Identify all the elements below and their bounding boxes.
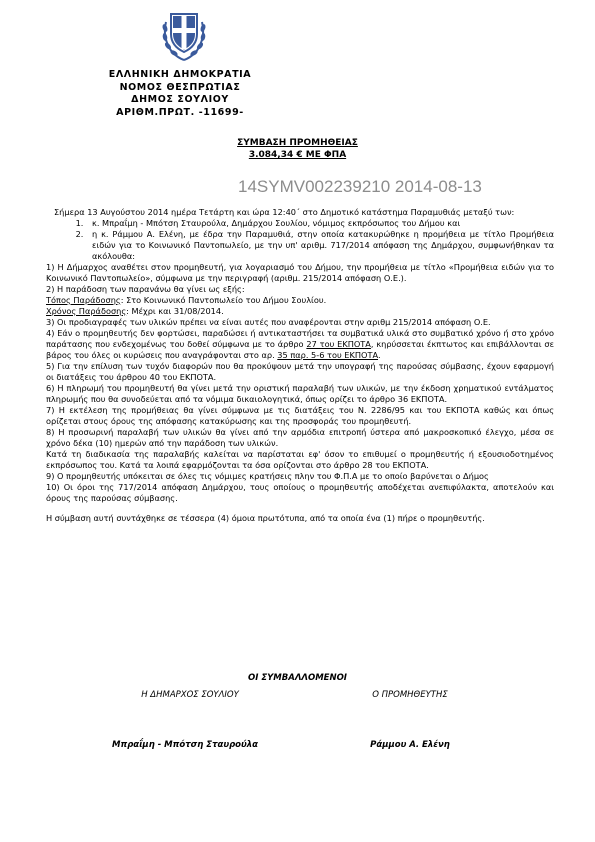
clause-10: 10) Οι όροι της 717/2014 απόφαση Δημάρχου, τους οποίους ο προμηθευτής αποδέχεται ανεπιφύλακτα, αποτελούν και όρους της παρούσας σύμβασης. (46, 482, 554, 503)
signatories-heading: ΟΙ ΣΥΜΒΑΛΛΟΜΕΝΟΙ (248, 673, 347, 683)
clause-2: 2) Η παράδοση των παρανάνω θα γίνει ως εξής: (46, 284, 245, 294)
clause-9: 9) Ο προμηθευτής υπόκειται σε όλες τις νόμιμες κρατήσεις πλην του Φ.Π.Α με το οποίο βαρύνεται ο Δήμος (46, 471, 489, 481)
prefecture-name: ΝΟΜΟΣ ΘΕΣΠΡΩΤΙΑΣ (119, 81, 241, 93)
supplier-name: Ράμμου Α. Ελένη (370, 740, 450, 750)
clause-3: 3) Οι προδιαγραφές των υλικών πρέπει να είναι αυτές που αναφέρονται στην αριθμ 215/2014 απόφαση Ο.Ε. (46, 317, 491, 327)
mayor-name: Μπραΐμη - Μπότση Σταυρούλα (112, 740, 258, 750)
delivery-place-label: Τόπος Παράδοσης (46, 295, 121, 305)
clause-1: 1) Η Δήμαρχος αναθέτει στον προμηθευτή, για λογαριασμό του Δήμου, την προμήθεια με τίτλο «Προμήθεια ειδών για το Κοινωνικό Παντοπωλείο», σύμφωνα με την περιγραφή (αριθμ. 215/2014 απόφαση Ο.Ε.). (46, 262, 554, 283)
parties-list (46, 218, 554, 262)
clause-4 (46, 328, 554, 361)
clause-4-ref-35: 35 παρ. 5-6 του ΕΚΠΟΤΑ (277, 350, 379, 360)
protocol-number: ΑΡΙΘΜ.ΠΡΩΤ. -11699- (116, 106, 244, 118)
closing-paragraph: Η σύμβαση αυτή συντάχθηκε σε τέσσερα (4) όμοια πρωτότυπα, από τα οποία ένα (1) πήρε ο προμηθευτής. (46, 513, 485, 523)
delivery-time-value: : Μέχρι και 31/08/2014. (126, 306, 224, 316)
delivery-place-value: : Στο Κοινωνικό Παντοπωλείο του Δήμου Σουλίου. (120, 295, 327, 305)
contract-body (46, 207, 554, 524)
clause-4-text: . (378, 350, 381, 360)
delivery-time-label: Χρόνος Παράδοσης (46, 306, 127, 316)
contract-amount: 3.084,34 € ΜΕ ΦΠΑ (248, 150, 347, 160)
delivery-place (46, 295, 554, 306)
diavgeia-stamp: 14SYMV002239210 2014-08-13 (238, 177, 482, 196)
country-name: ΕΛΛΗΝΙΚΗ ΔΗΜΟΚΡΑΤΙΑ (108, 69, 252, 80)
clause-5: 5) Για την επίλυση των τυχόν διαφορών που θα προκύψουν μετά την υπογραφή της παρούσας σύμβασης, έχουν εφαρμογή οι διατάξεις του άρθρου 40 του ΕΚΠΟΤΑ. (46, 361, 554, 382)
municipality-name: ΔΗΜΟΣ ΣΟΥΛΙΟΥ (131, 94, 229, 105)
intro-paragraph: Σήμερα 13 Αυγούστου 2014 ημέρα Τετάρτη και ώρα 12:40΄ στο Δημοτικό κατάστημα Παραμυθιάς μεταξύ των: (54, 207, 515, 217)
clause-8: 8) Η προσωρινή παραλαβή των υλικών θα γίνει από την αρμόδια επιτροπή ύστερα από μακροσκοπικό έλεγχο, μέσα σε χρόνο δέκα (10) ημερών από την παράδοση των υλικών. (46, 427, 554, 448)
delivery-time (46, 306, 554, 317)
clause-4-text: , κηρύσσεται έκπτωτος και επιβάλλονται σε βάρος του όλες οι κυρώσεις που αναγράφονται στο αρ. (46, 339, 555, 360)
party-item: 2. η κ. Ράμμου Α. Ελένη, με έδρα την Παραμυθιά, στην οποία κατακυρώθηκε η προμήθεια με τίτλο Προμήθεια ειδών για το Κοινωνικό Παντοπωλείο, με την υπ' αριθμ. 717/2014 απόφαση της Δημάρχου, συμφωνήθηκαν τα ακόλουθα: (86, 229, 554, 262)
document-title: ΣΥΜΒΑΣΗ ΠΡΟΜΗΘΕΙΑΣ (237, 138, 358, 148)
supplier-title: Ο ΠΡΟΜΗΘΕΥΤΗΣ (372, 690, 448, 700)
clause-8-continued: Κατά τη διαδικασία της παραλαβής καλείται να παρίσταται εφ' όσον το επιθυμεί ο προμηθευτής ή εξουσιοδοτημένος εκπρόσωπος του. Κατά τα λοιπά εφαρμόζονται τα όσα ορίζονται στο άρθρο 28 του ΕΚΠΟΤΑ. (46, 449, 554, 470)
clause-7: 7) Η εκτέλεση της προμήθειας θα γίνει σύμφωνα με τις διατάξεις του Ν. 2286/95 και του ΕΚΠΟΤΑ καθώς και όπως ορίζεται στους όρους της απόφασης κατακύρωσης και της προσφοράς του προμηθευτή. (46, 405, 554, 426)
clause-6: 6) Η πληρωμή του προμηθευτή θα γίνει μετά την οριστική παραλαβή των υλικών, με την έκδοση χρηματικού εντάλματος πληρωμής που θα συνοδεύεται από τα νόμιμα δικαιολογητικά, όπως ορίζει το άρθρο 36 ΕΚΠΟΤΑ. (46, 383, 554, 404)
clause-4-ref-27: 27 του ΕΚΠΟΤΑ (306, 339, 371, 349)
clause-4-text: 4) Εάν ο προμηθευτής δεν φορτώσει, παραδώσει ή αντικαταστήσει τα συμβατικά υλικά στο συμβατικό χρόνο ή στο χρόνο παράτασης που ενδεχομένως του δοθεί σύμφωνα με το άρθρο (46, 328, 554, 349)
party-item: 1. κ. Μπραΐμη - Μπότση Σταυρούλα, Δημάρχου Σουλίου, νόμιμος εκπρόσωπος του Δήμου και (86, 218, 554, 229)
mayor-title: Η ΔΗΜΑΡΧΟΣ ΣΟΥΛΙΟΥ (141, 690, 239, 700)
greek-emblem-icon (158, 8, 210, 63)
